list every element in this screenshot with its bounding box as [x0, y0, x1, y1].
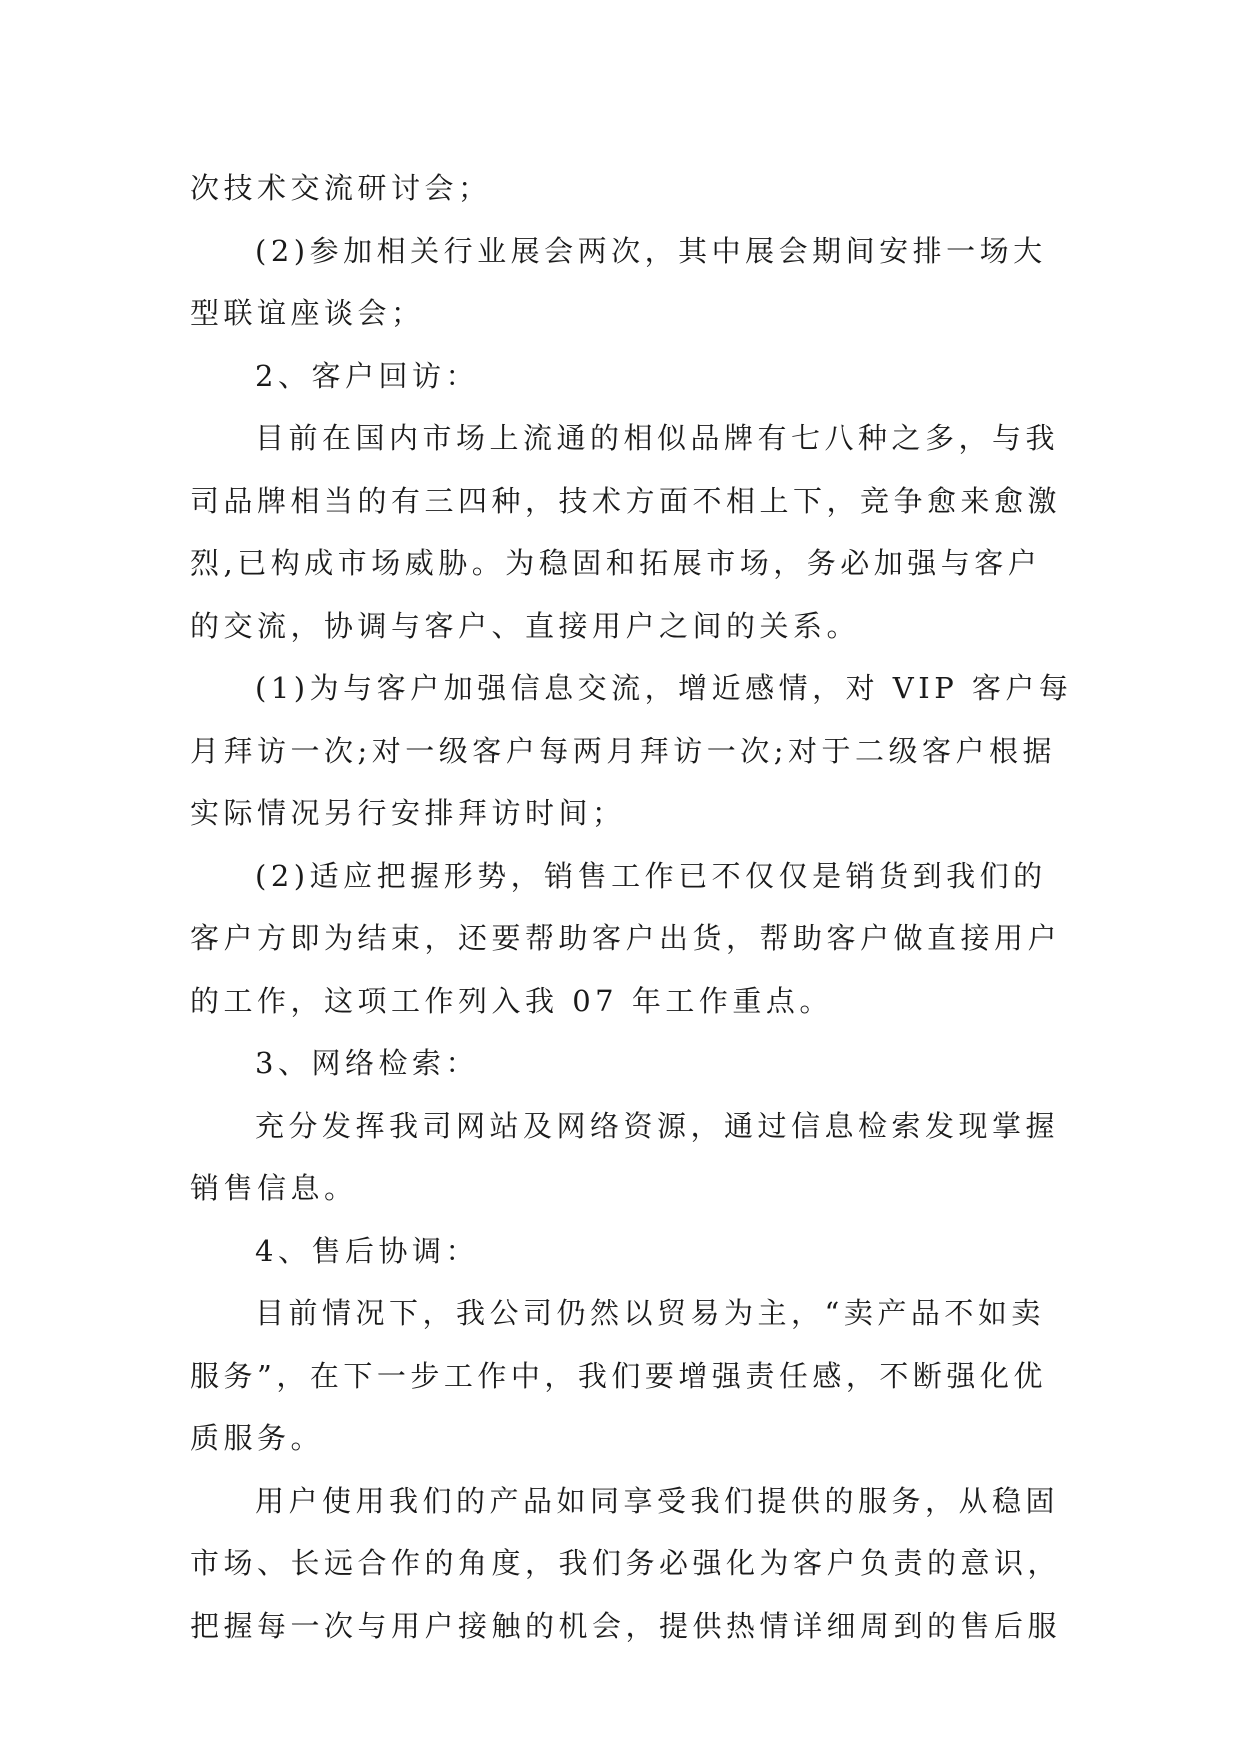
document-body: [190, 157, 1073, 1657]
section-heading: 4、售后协调：: [255, 1233, 479, 1268]
text-line: 质服务。: [190, 1421, 325, 1455]
section-heading: 2、客户回访：: [255, 358, 479, 393]
text-line: 司品牌相当的有三四种，技术方面不相上下，竞争愈来愈激: [190, 483, 1062, 518]
text-line: (2)适应把握形势，销售工作已不仅仅是销货到我们的: [255, 858, 1047, 893]
text-line: 用户使用我们的产品如同享受我们提供的服务，从稳固: [255, 1483, 1060, 1518]
text-line: 月拜访一次;对一级客户每两月拜访一次;对于二级客户根据: [190, 733, 1057, 768]
text-line: 客户方即为结束，还要帮助客户出货，帮助客户做直接用户: [190, 921, 1062, 955]
text-line: 实际情况另行安排拜访时间；: [190, 796, 626, 830]
text-line: 目前情况下，我公司仍然以贸易为主，“卖产品不如卖: [255, 1296, 1045, 1330]
text-line: 销售信息。: [190, 1171, 358, 1205]
text-line: 的交流，协调与客户、直接用户之间的关系。: [190, 608, 861, 643]
text-line: 型联谊座谈会；: [190, 296, 425, 330]
text-line: 市场、长远合作的角度，我们务必强化为客户负责的意识，: [190, 1546, 1062, 1580]
text-line: 充分发挥我司网站及网络资源，通过信息检索发现掌握: [255, 1108, 1060, 1143]
text-line: 目前在国内市场上流通的相似品牌有七八种之多，与我: [255, 421, 1060, 455]
text-line: (1)为与客户加强信息交流，增近感情，对 VIP 客户每: [255, 671, 1073, 705]
text-line: 服务”，在下一步工作中，我们要增强责任感，不断强化优: [190, 1358, 1047, 1393]
text-line: (2)参加相关行业展会两次，其中展会期间安排一场大: [255, 233, 1047, 268]
text-line: 把握每一次与用户接触的机会，提供热情详细周到的售后服: [190, 1608, 1062, 1643]
text-line: 次技术交流研讨会；: [190, 171, 492, 205]
text-line: 烈,已构成市场威胁。为稳固和拓展市场，务必加强与客户: [190, 546, 1042, 580]
text-line: 的工作，这项工作列入我 07 年工作重点。: [190, 983, 833, 1018]
section-heading: 3、网络检索：: [255, 1046, 479, 1080]
